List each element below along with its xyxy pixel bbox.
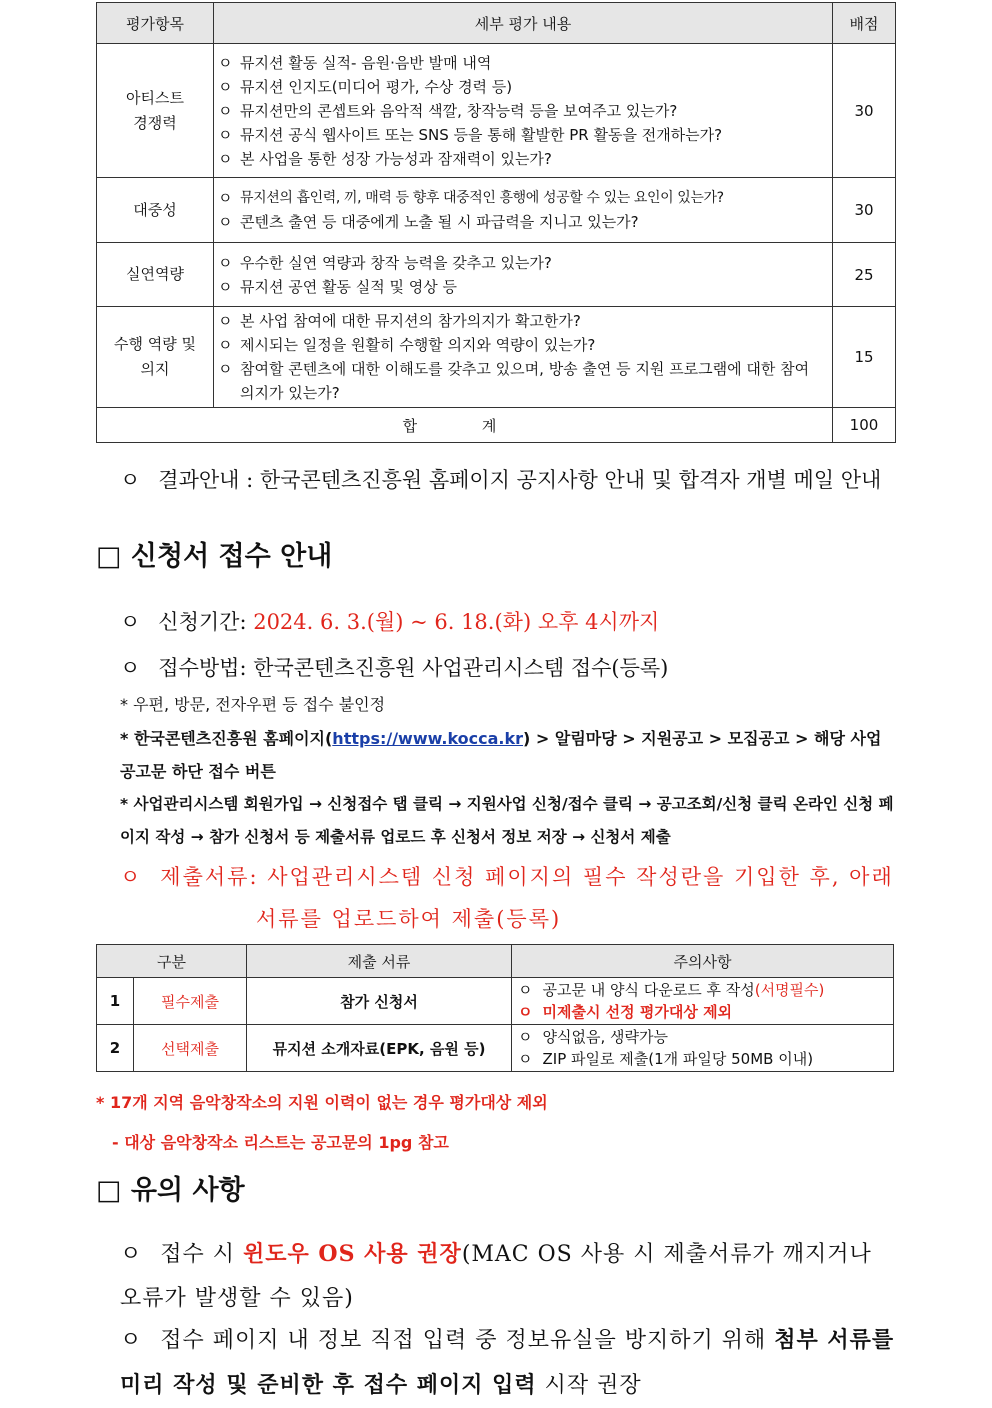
total-label: 합 계 — [97, 408, 833, 443]
table-row — [97, 243, 896, 307]
list-item: ㅇ 뮤지션 활동 실적- 음원·음반 발매 내역 — [218, 53, 492, 72]
list-item: ㅇ 미제출시 선정 평가대상 제외 — [518, 1003, 733, 1021]
list-item: ㅇ 뮤지션의 흡인력, 끼, 매력 등 향후 대중적인 흥행에 성공할 수 있는 요인이 있는가? — [218, 189, 724, 207]
category-cell: 실연역량 — [97, 243, 214, 307]
period-value: 2024. 6. 3.(월) ~ 6. 18.(화) 오후 4시까지 — [253, 610, 660, 634]
total-score: 100 — [833, 408, 896, 443]
list-item: ㅇ 본 사업을 통한 성장 가능성과 잠재력이 있는가? — [218, 149, 552, 168]
score-cell: 30 — [833, 178, 896, 243]
caution-reference: - 대상 음악창작소 리스트는 공고문의 1pg 참고 — [112, 1133, 449, 1152]
header-caution: 주의사항 — [512, 945, 894, 978]
category-cell: 수행 역량 및 의지 — [97, 307, 214, 408]
notice-prepare: ㅇ 접수 페이지 내 정보 직접 입력 중 정보유실을 방지하기 위해 첨부 서류를 미리 작성 및 준비한 후 접수 페이지 입력 시작 권장 — [120, 1327, 895, 1398]
submit-docs-notice: ㅇ 제출서류: 사업관리시스템 신청 페이지의 필수 작성란을 기입한 후, 아래 서류를 업로드하여 제출(등록) — [120, 865, 894, 931]
kocca-link[interactable]: https://www.kocca.kr — [332, 729, 524, 748]
evaluation-criteria-table — [96, 2, 896, 443]
caution-eligibility: * 17개 지역 음악창작소의 지원 이력이 없는 경우 평가대상 제외 — [96, 1093, 548, 1112]
criteria-list — [214, 178, 833, 243]
header-score: 배점 — [833, 3, 896, 44]
list-item: ㅇ 제시되는 일정을 원활히 수행할 의지와 역량이 있는가? — [218, 336, 596, 354]
notice-os: ㅇ 접수 시 윈도우 OS 사용 권장(MAC OS 사용 시 제출서류가 깨지거나 오류가 발생할 수 있음) — [120, 1241, 872, 1311]
list-item: ㅇ ZIP 파일로 제출(1개 파일당 50MB 이내) — [518, 1050, 814, 1068]
caution-list — [512, 978, 894, 1025]
criteria-list — [214, 307, 833, 408]
table-row — [97, 307, 896, 408]
section-title-notes: □ 유의 사항 — [96, 1175, 245, 1206]
list-item: ㅇ 본 사업 참여에 대한 뮤지션의 참가의지가 확고한가? — [218, 312, 581, 330]
header-document: 제출 서류 — [247, 945, 512, 978]
list-item: ㅇ 뮤지션 공연 활동 실적 및 영상 등 — [218, 277, 457, 296]
list-item: ㅇ 콘텐츠 출연 등 대중에게 노출 될 시 파급력을 지니고 있는가? — [218, 213, 639, 231]
list-item: ㅇ 우수한 실연 역량과 창작 능력을 갖추고 있는가? — [218, 253, 552, 272]
list-item: ㅇ 참여할 콘텐츠에 대한 이해도를 갖추고 있으며, 방송 출연 등 지원 프로그램에 대한 참여 의지가 있는가? — [218, 360, 810, 402]
table-header-row — [97, 3, 896, 44]
criteria-list — [214, 243, 833, 307]
application-period: ㅇ 신청기간: 2024. 6. 3.(월) ~ 6. 18.(화) 오후 4시까지 — [120, 610, 660, 634]
criteria-list — [214, 44, 833, 178]
list-item: ㅇ 뮤지션만의 콘셉트와 음악적 색깔, 창작능력 등을 보여주고 있는가? — [218, 101, 678, 120]
table-header-row — [97, 945, 894, 978]
submission-docs-table — [96, 944, 894, 1072]
note-system-steps: * 사업관리시스템 회원가입 → 신청접수 탭 클릭 → 지원사업 신청/접수 클릭 → 공고조회/신청 클릭 온라인 신청 페이지 작성 → 참가 신청서 등 제출서류 업로드 후 신청서 정보 저장 → 신청서 제출 — [120, 795, 894, 846]
note-no-mail: * 우편, 방문, 전자우편 등 접수 불인정 — [120, 695, 386, 714]
list-item: ㅇ 뮤지션 공식 웹사이트 또는 SNS 등을 통해 활발한 PR 활동을 전개하는가? — [218, 125, 723, 144]
category-cell: 아티스트 경쟁력 — [97, 44, 214, 178]
table-row: 2 선택제출 뮤지션 소개자료(EPK, 음원 등) ㅇ 양식없음, 생략가능 ㅇ ZIP 파일로 제출(1개 파일당 50MB 이내) — [97, 1025, 894, 1072]
list-item: ㅇ 양식없음, 생략가능 — [518, 1028, 668, 1046]
category-cell: 대중성 — [97, 178, 214, 243]
score-cell: 30 — [833, 44, 896, 178]
application-method: ㅇ 접수방법: 한국콘텐츠진흥원 사업관리시스템 접수(등록) — [120, 656, 669, 680]
score-cell: 15 — [833, 307, 896, 408]
section-title-application: □ 신청서 접수 안내 — [96, 541, 333, 572]
table-row: 1 필수제출 참가 신청서 ㅇ 공고문 내 양식 다운로드 후 작성(서명필수) ㅇ 미제출시 선정 평가대상 제외 — [97, 978, 894, 1025]
table-row — [97, 44, 896, 178]
header-category: 평가항목 — [97, 3, 214, 44]
total-row — [97, 408, 896, 443]
table-row — [97, 178, 896, 243]
caution-list — [512, 1025, 894, 1072]
header-details: 세부 평가 내용 — [214, 3, 833, 44]
note-homepage-path: * 한국콘텐츠진흥원 홈페이지(https://www.kocca.kr) > 알림마당 > 지원공고 > 모집공고 > 해당 사업 공고문 하단 접수 버튼 — [120, 729, 882, 781]
list-item: ㅇ 공고문 내 양식 다운로드 후 작성(서명필수) — [518, 981, 825, 999]
list-item: ㅇ 뮤지션 인지도(미디어 평가, 수상 경력 등) — [218, 77, 513, 96]
result-notice: ㅇ 결과안내 : 한국콘텐츠진흥원 홈페이지 공지사항 안내 및 합격자 개별 메일 안내 — [120, 468, 882, 492]
header-division: 구분 — [97, 945, 247, 978]
score-cell: 25 — [833, 243, 896, 307]
